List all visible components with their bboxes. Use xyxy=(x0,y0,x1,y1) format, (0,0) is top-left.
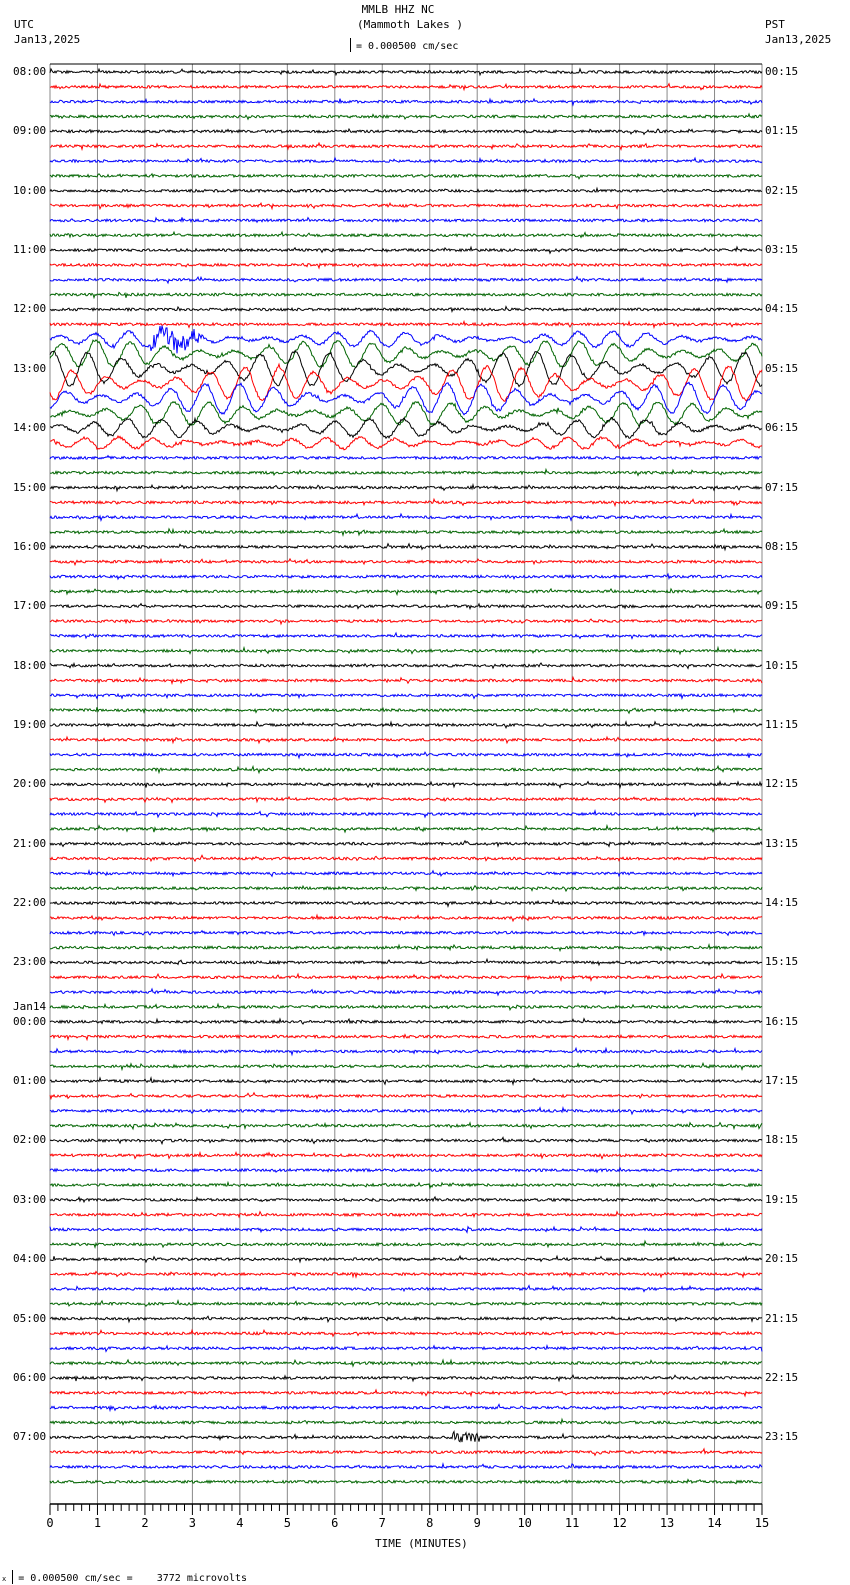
left-hour-label: 04:00 xyxy=(13,1252,47,1266)
right-hour-label: 03:15 xyxy=(765,243,799,257)
right-timezone: PST xyxy=(765,18,785,31)
x-tick-label: 13 xyxy=(659,1516,675,1530)
trace-80 xyxy=(50,1256,762,1262)
right-date: Jan13,2025 xyxy=(765,33,832,46)
left-hour-label: 00:00 xyxy=(13,1014,47,1028)
right-hour-label: 22:15 xyxy=(765,1370,799,1384)
trace-71 xyxy=(50,1123,762,1129)
trace-34 xyxy=(50,574,762,579)
x-tick-label: 1 xyxy=(93,1516,102,1530)
trace-39 xyxy=(50,648,762,654)
trace-89 xyxy=(50,1390,762,1396)
trace-73 xyxy=(50,1153,762,1159)
right-hour-label: 09:15 xyxy=(765,599,799,613)
trace-62 xyxy=(50,989,762,995)
left-hour-label: 14:00 xyxy=(13,421,47,435)
trace-82 xyxy=(50,1286,762,1292)
trace-4 xyxy=(50,129,762,134)
trace-72 xyxy=(50,1138,762,1144)
right-hour-label: 14:15 xyxy=(765,896,799,910)
scale-text: = 0.000500 cm/sec xyxy=(356,41,459,52)
x-tick-label: 7 xyxy=(378,1516,386,1530)
trace-63 xyxy=(50,1004,762,1010)
trace-32 xyxy=(50,544,762,550)
trace-57 xyxy=(50,915,762,921)
trace-19 xyxy=(50,340,762,367)
x-tick-label: 11 xyxy=(564,1516,580,1530)
trace-52 xyxy=(50,841,762,847)
right-hour-label: 08:15 xyxy=(765,539,799,553)
trace-87 xyxy=(50,1360,762,1366)
trace-43 xyxy=(50,707,762,713)
trace-47 xyxy=(50,766,762,773)
left-hour-label: 07:00 xyxy=(13,1430,47,1444)
left-hour-label: 08:00 xyxy=(13,65,47,78)
trace-68 xyxy=(50,1078,762,1084)
trace-67 xyxy=(50,1063,762,1069)
left-hour-label: 10:00 xyxy=(13,183,47,197)
trace-25 xyxy=(50,436,762,450)
x-tick-label: 5 xyxy=(283,1516,291,1530)
trace-37 xyxy=(50,619,762,624)
right-hour-label: 18:15 xyxy=(765,1133,799,1147)
right-hour-label: 05:15 xyxy=(765,361,799,375)
left-hour-label: 11:00 xyxy=(13,243,47,257)
x-tick-label: 3 xyxy=(188,1516,197,1530)
trace-56 xyxy=(50,900,762,906)
x-tick-label: 15 xyxy=(754,1516,770,1530)
left-hour-label: 09:00 xyxy=(13,124,47,138)
left-hour-label: 12:00 xyxy=(13,302,47,316)
trace-10 xyxy=(50,217,762,222)
trace-31 xyxy=(50,529,762,535)
x-tick-label: 2 xyxy=(141,1516,149,1530)
right-hour-label: 19:15 xyxy=(765,1192,799,1206)
trace-85 xyxy=(50,1330,762,1336)
right-hour-label: 23:15 xyxy=(765,1430,799,1444)
right-hour-label: 12:15 xyxy=(765,777,799,791)
right-hour-label: 07:15 xyxy=(765,480,799,494)
trace-36 xyxy=(50,604,762,609)
left-hour-label: 15:00 xyxy=(13,480,47,494)
trace-30 xyxy=(50,514,762,520)
right-hour-label: 04:15 xyxy=(765,302,799,316)
trace-95 xyxy=(50,1480,762,1484)
left-hour-label: 02:00 xyxy=(13,1133,47,1147)
trace-69 xyxy=(50,1093,762,1099)
trace-91 xyxy=(50,1419,762,1424)
trace-38 xyxy=(50,633,762,639)
trace-92 xyxy=(50,1432,762,1442)
left-hour-label: 20:00 xyxy=(13,777,47,791)
trace-48 xyxy=(50,782,762,788)
trace-88 xyxy=(50,1375,762,1381)
x-tick-label: 6 xyxy=(331,1516,339,1530)
trace-27 xyxy=(50,470,762,476)
trace-8 xyxy=(50,188,762,192)
left-hour-label: 16:00 xyxy=(13,539,47,553)
trace-83 xyxy=(50,1301,762,1307)
chart-title: MMLB HHZ NC xyxy=(361,3,435,16)
trace-66 xyxy=(50,1048,762,1054)
left-hour-label: 22:00 xyxy=(13,896,47,910)
left-hour-label: 03:00 xyxy=(13,1192,47,1206)
trace-28 xyxy=(50,485,762,491)
trace-40 xyxy=(50,663,762,668)
footer-mark: x xyxy=(2,1575,7,1583)
right-hour-label: 21:15 xyxy=(765,1311,799,1325)
trace-55 xyxy=(50,886,762,891)
trace-65 xyxy=(50,1035,762,1040)
trace-44 xyxy=(50,722,762,728)
trace-24 xyxy=(50,418,762,439)
trace-79 xyxy=(50,1241,762,1247)
footer-text: = 0.000500 cm/sec = 3772 microvolts xyxy=(18,1573,248,1584)
trace-9 xyxy=(50,203,762,209)
trace-12 xyxy=(50,247,762,253)
trace-29 xyxy=(50,499,762,505)
trace-11 xyxy=(50,232,762,237)
trace-16 xyxy=(50,307,762,312)
right-hour-label: 06:15 xyxy=(765,421,799,435)
trace-41 xyxy=(50,677,762,683)
trace-6 xyxy=(50,158,762,163)
trace-75 xyxy=(50,1183,762,1188)
left-hour-label: 06:00 xyxy=(13,1370,47,1384)
trace-5 xyxy=(50,143,762,149)
trace-17 xyxy=(50,322,762,328)
trace-77 xyxy=(50,1212,762,1217)
trace-84 xyxy=(50,1316,762,1322)
x-tick-label: 0 xyxy=(46,1516,54,1530)
trace-18 xyxy=(50,326,762,354)
trace-60 xyxy=(50,959,762,965)
x-axis-label: TIME (MINUTES) xyxy=(375,1537,468,1550)
trace-53 xyxy=(50,855,762,861)
trace-26 xyxy=(50,456,762,460)
trace-49 xyxy=(50,797,762,802)
left-hour-label: 18:00 xyxy=(13,658,47,672)
left-hour-label: 23:00 xyxy=(13,955,47,969)
trace-42 xyxy=(50,694,762,699)
trace-61 xyxy=(50,974,762,980)
trace-33 xyxy=(50,559,762,565)
trace-86 xyxy=(50,1346,762,1352)
right-hour-label: 13:15 xyxy=(765,836,799,850)
trace-1 xyxy=(50,84,762,90)
x-tick-label: 9 xyxy=(473,1516,481,1530)
trace-13 xyxy=(50,263,762,268)
right-hour-label: 15:15 xyxy=(765,955,799,969)
trace-70 xyxy=(50,1108,762,1114)
trace-54 xyxy=(50,871,762,877)
trace-76 xyxy=(50,1197,762,1202)
right-hour-label: 01:15 xyxy=(765,124,799,138)
trace-51 xyxy=(50,826,762,832)
right-hour-label: 11:15 xyxy=(765,717,799,731)
right-hour-label: 17:15 xyxy=(765,1074,799,1088)
left-date: Jan13,2025 xyxy=(14,33,81,46)
trace-94 xyxy=(50,1464,762,1469)
trace-90 xyxy=(50,1404,762,1410)
trace-15 xyxy=(50,292,762,297)
trace-64 xyxy=(50,1019,762,1024)
right-hour-label: 02:15 xyxy=(765,183,799,197)
left-hour-label: 01:00 xyxy=(13,1074,47,1088)
trace-7 xyxy=(50,174,762,179)
trace-93 xyxy=(50,1449,762,1455)
x-tick-label: 4 xyxy=(236,1516,244,1530)
x-tick-label: 12 xyxy=(612,1516,627,1530)
left-timezone: UTC xyxy=(14,18,34,31)
left-hour-label: 05:00 xyxy=(13,1311,47,1325)
x-tick-label: 14 xyxy=(707,1516,722,1530)
left-hour-label: 21:00 xyxy=(13,836,47,850)
trace-45 xyxy=(50,737,762,743)
left-hour-label: 13:00 xyxy=(13,361,47,375)
trace-3 xyxy=(50,114,762,119)
x-tick-label: 10 xyxy=(517,1516,532,1530)
chart-subtitle: (Mammoth Lakes ) xyxy=(357,18,463,31)
trace-81 xyxy=(50,1272,762,1278)
trace-2 xyxy=(50,99,762,105)
right-hour-label: 10:15 xyxy=(765,658,799,672)
right-hour-label: 16:15 xyxy=(765,1014,799,1028)
x-tick-label: 8 xyxy=(426,1516,434,1530)
trace-0 xyxy=(50,69,762,75)
trace-46 xyxy=(50,752,762,758)
trace-58 xyxy=(50,931,762,936)
right-hour-label: 00:15 xyxy=(765,65,799,78)
trace-14 xyxy=(50,277,762,283)
trace-35 xyxy=(50,589,762,595)
trace-78 xyxy=(50,1227,762,1233)
right-hour-label: 20:15 xyxy=(765,1252,799,1266)
day-change-label: Jan14 xyxy=(13,999,47,1013)
left-hour-label: 19:00 xyxy=(13,717,47,731)
trace-74 xyxy=(50,1168,762,1172)
trace-50 xyxy=(50,811,762,817)
trace-59 xyxy=(50,945,762,951)
left-hour-label: 17:00 xyxy=(13,599,47,613)
trace-20 xyxy=(50,351,762,387)
